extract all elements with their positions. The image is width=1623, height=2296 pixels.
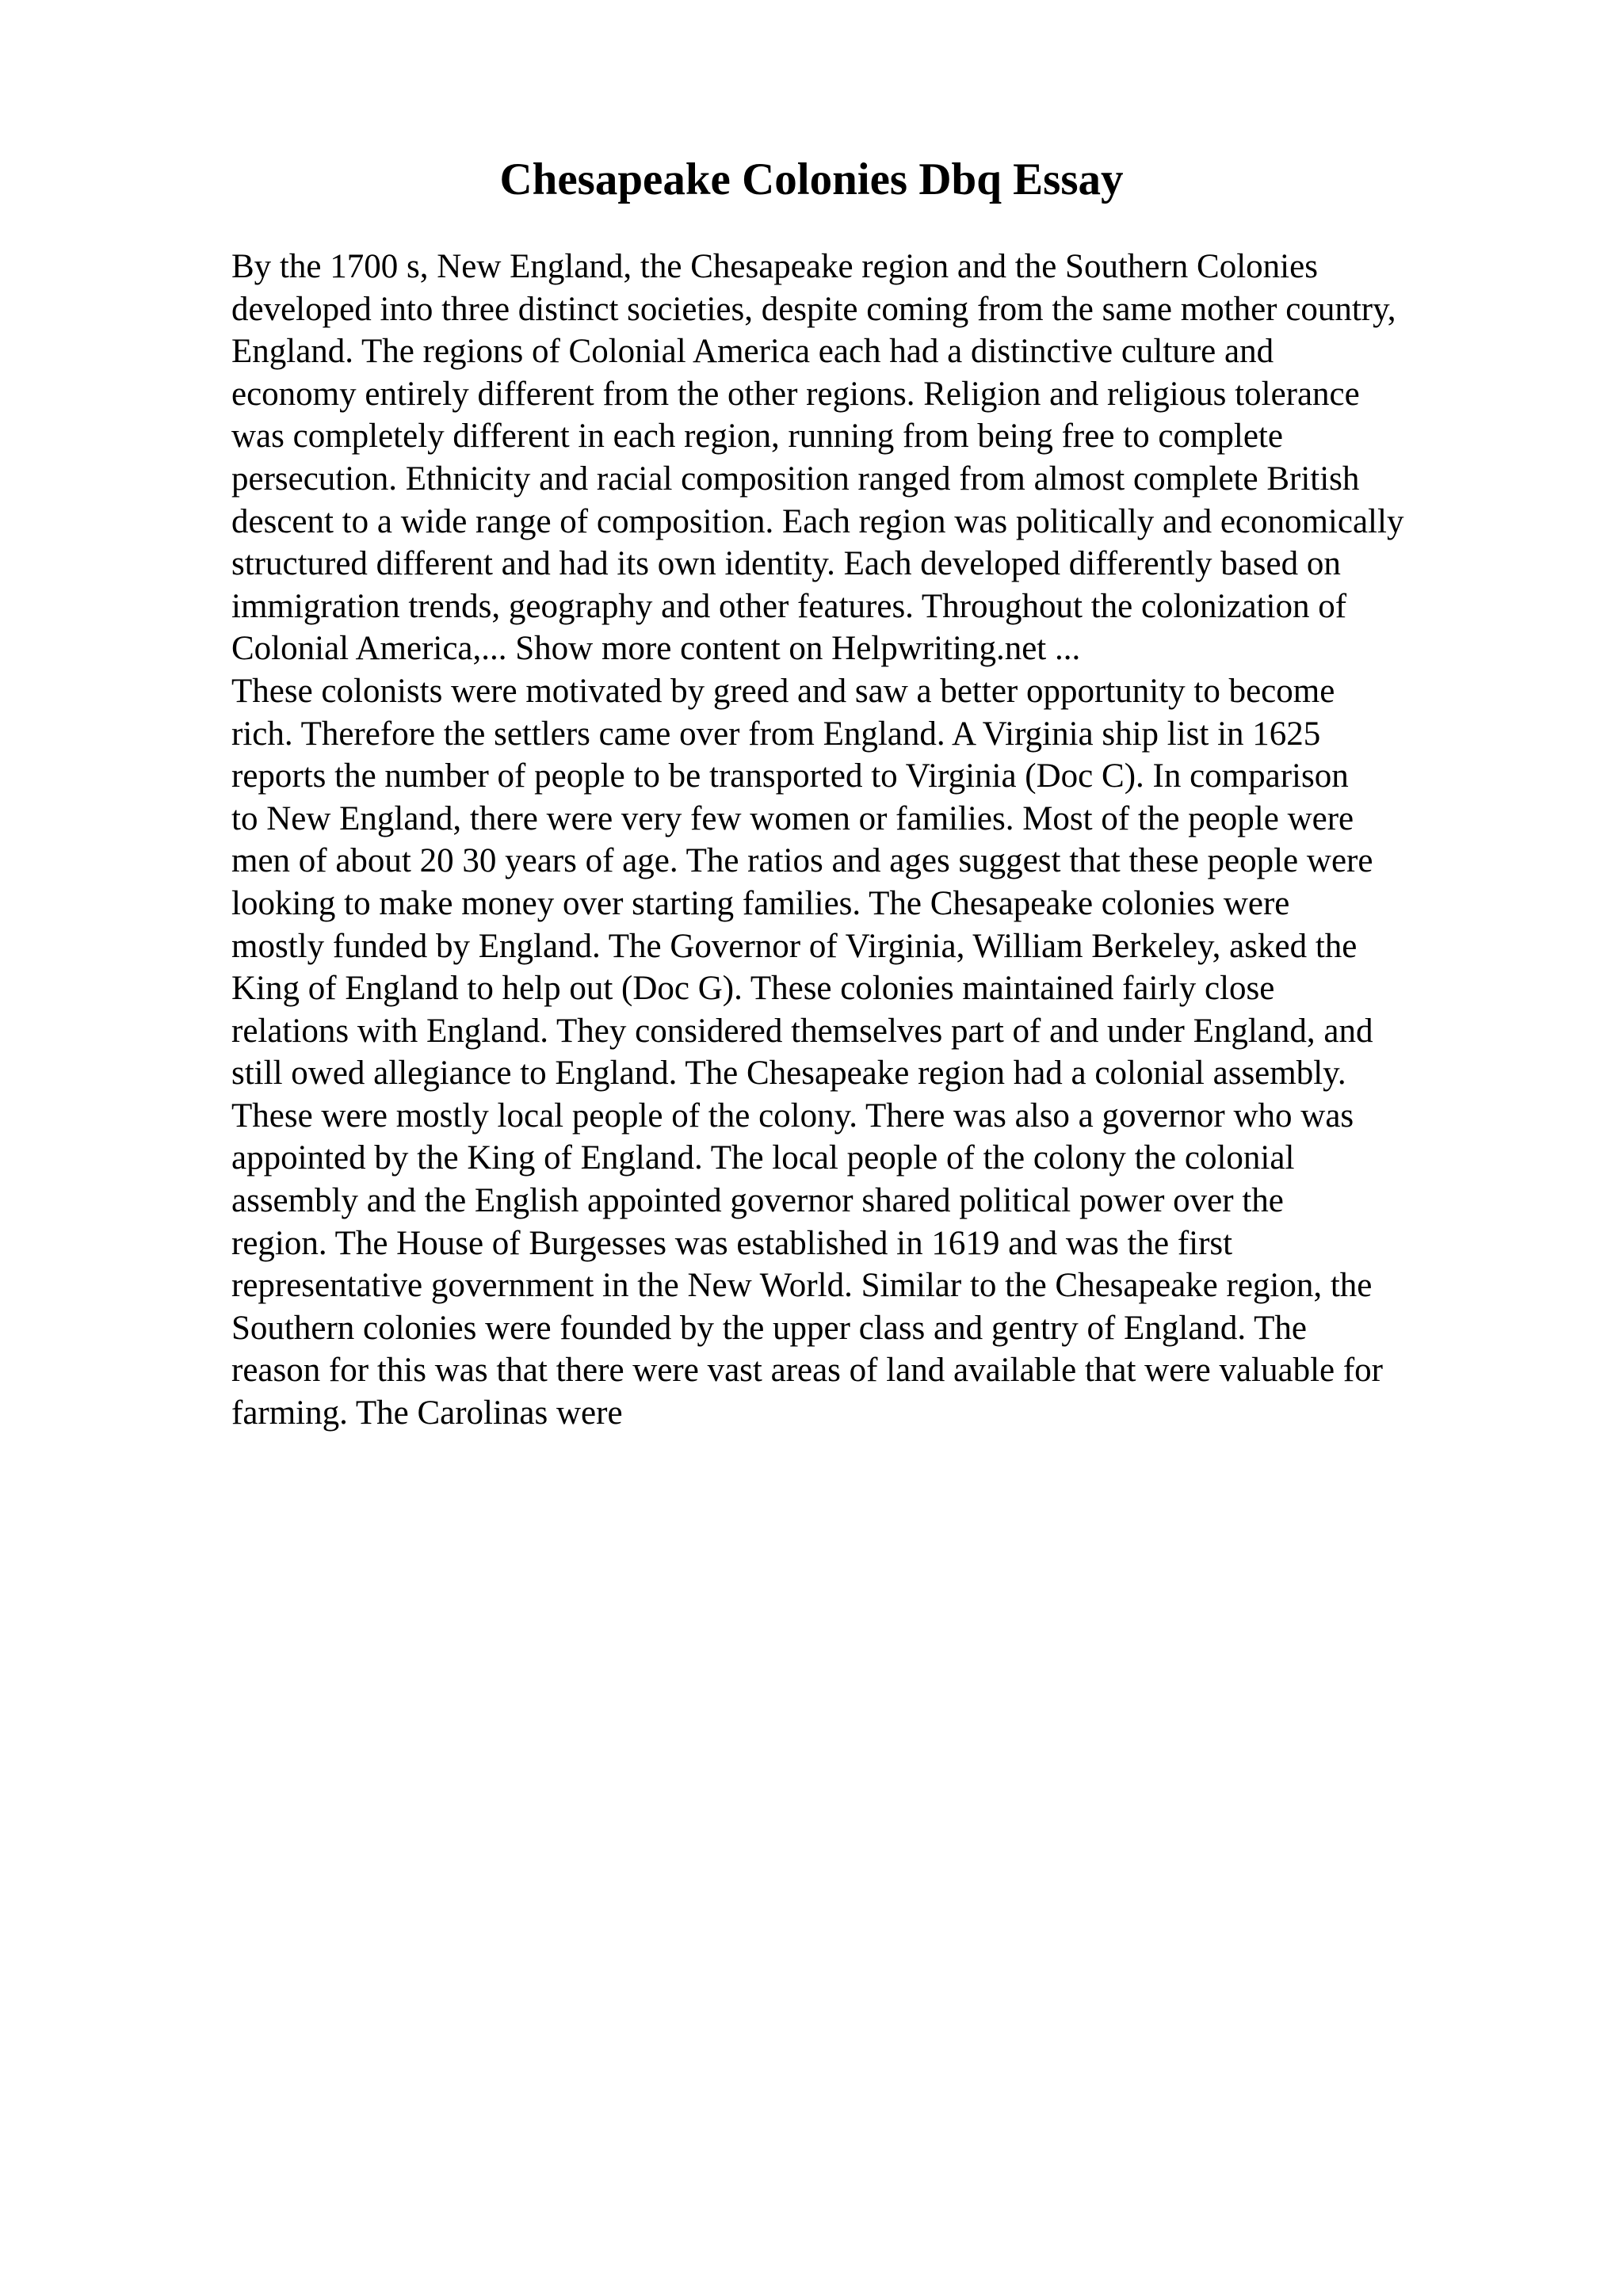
body-line: These were mostly local people of the colony. There was also a governor who was <box>231 1097 1354 1135</box>
essay-title: Chesapeake Colonies Dbq Essay <box>499 154 1124 204</box>
body-line: representative government in the New World. Similar to the Chesapeake region, the <box>231 1267 1373 1305</box>
body-line: King of England to help out (Doc G). These colonies maintained fairly close <box>231 970 1275 1008</box>
body-line: These colonists were motivated by greed and saw a better opportunity to become <box>231 672 1335 710</box>
essay-body <box>231 246 1515 1435</box>
body-line: England. The regions of Colonial America each had a distinctive culture and <box>231 333 1274 371</box>
body-line: immigration trends, geography and other features. Throughout the colonization of <box>231 587 1347 625</box>
body-line: By the 1700 s, New England, the Chesapeake region and the Southern Colonies <box>231 248 1318 285</box>
body-line: developed into three distinct societies, despite coming from the same mother country, <box>231 290 1396 328</box>
body-line: rich. Therefore the settlers came over from England. A Virginia ship list in 1625 <box>231 715 1321 753</box>
body-line: still owed allegiance to England. The Chesapeake region had a colonial assembly. <box>231 1055 1346 1093</box>
body-line: farming. The Carolinas were <box>231 1394 623 1432</box>
body-line: economy entirely different from the other regions. Religion and religious tolerance <box>231 375 1360 413</box>
body-line: reason for this was that there were vast areas of land available that were valuable for <box>231 1352 1383 1390</box>
body-line: structured different and had its own identity. Each developed differently based on <box>231 545 1341 583</box>
body-line: Colonial America,... Show more content on Helpwriting.net ... <box>231 630 1081 668</box>
body-line: assembly and the English appointed governor shared political power over the <box>231 1182 1284 1220</box>
body-line: persecution. Ethnicity and racial composition ranged from almost complete British <box>231 460 1360 498</box>
body-line: region. The House of Burgesses was established in 1619 and was the first <box>231 1224 1233 1262</box>
body-line: men of about 20 30 years of age. The ratios and ages suggest that these people were <box>231 842 1373 880</box>
body-line: appointed by the King of England. The local people of the colony the colonial <box>231 1139 1295 1177</box>
body-line: mostly funded by England. The Governor of Virginia, William Berkeley, asked the <box>231 927 1358 965</box>
body-line: looking to make money over starting families. The Chesapeake colonies were <box>231 884 1290 922</box>
body-line: reports the number of people to be transported to Virginia (Doc C). In comparison <box>231 757 1349 795</box>
body-line: Southern colonies were founded by the upper class and gentry of England. The <box>231 1309 1307 1347</box>
body-line: was completely different in each region, running from being free to complete <box>231 418 1283 456</box>
body-line: relations with England. They considered themselves part of and under England, and <box>231 1012 1373 1050</box>
body-line: to New England, there were very few women or families. Most of the people were <box>231 799 1354 837</box>
body-line: descent to a wide range of composition. Each region was politically and economically <box>231 502 1404 540</box>
